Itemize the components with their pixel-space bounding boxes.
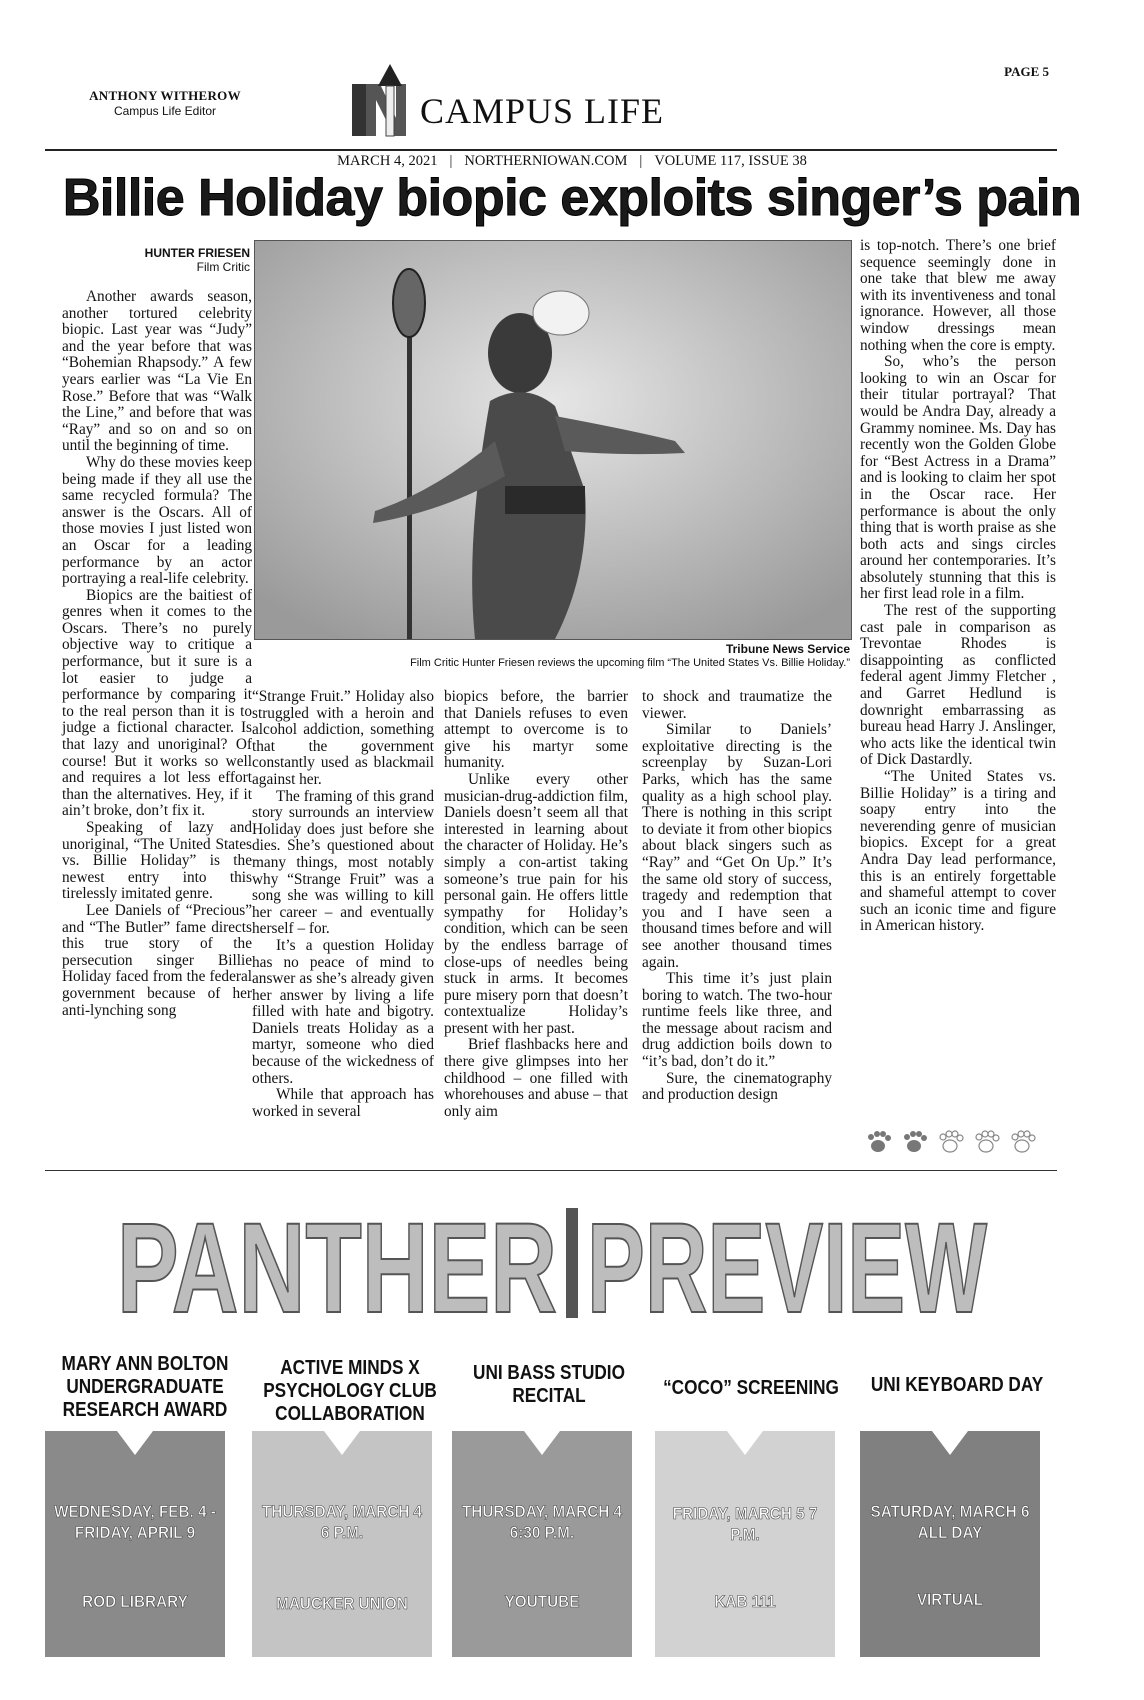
volume-issue: VOLUME 117, ISSUE 38 xyxy=(654,153,807,169)
banner-word-left: PANTHER xyxy=(117,1197,557,1340)
byline xyxy=(60,246,250,274)
event-card-shape xyxy=(452,1431,632,1657)
card-background xyxy=(45,1431,225,1657)
banner-word-right: PREVIEW xyxy=(587,1197,988,1340)
event-title: UNI KEYBOARD DAY xyxy=(870,1374,1044,1396)
event-date: THURSDAY, MARCH 4 6 P.M. xyxy=(261,1502,423,1542)
card-background xyxy=(252,1431,432,1657)
event-card xyxy=(860,1431,1040,1657)
header-rule xyxy=(45,149,1057,151)
paragraph: “Strange Fruit.” Holiday also struggled with a heroin and alcohol addiction, something that the government constantly used as blackmail against her. xyxy=(252,688,434,788)
event-card xyxy=(252,1431,432,1657)
paragraph: Brief flashbacks here and there give glimpses into her childhood – one filled with whorehouses and abuse – that only aim xyxy=(444,1036,628,1120)
paragraph: Why do these movies keep being made if they all use the same recycled formula? The answer is the Oscars. All of those movies I just listed won an Oscar for a leading performance by an actor portraying a real-life celebrity. xyxy=(62,453,252,588)
card-background xyxy=(860,1431,1040,1657)
event-location: MAUCKER UNION xyxy=(276,1594,408,1613)
section-title: CAMPUS LIFE xyxy=(420,91,665,131)
event-card-shape xyxy=(860,1431,1040,1657)
paragraph: Speaking of lazy and unoriginal, “The United States vs. Billie Holiday” is the newest entry into this tirelessly imitated genre. xyxy=(62,819,252,903)
event-card-shape xyxy=(252,1431,432,1657)
northern-iowan-logo xyxy=(350,62,410,140)
paragraph: Unlike every other musician-drug-addiction film, Daniels doesn’t seem all that interested in learning about the character of Holiday. He’s simply a con-artist taking someone’s true pain for his personal gain. He offers little sympathy for Holiday’s condition, which can be seen by the endless barrage of close-ups of needles being stuck in arms. It becomes pure misery porn that doesn’t contextualize Holiday’s present with her past. xyxy=(444,770,628,1037)
article-photo xyxy=(254,240,852,640)
event-location: VIRTUAL xyxy=(916,1590,984,1609)
editor-credit xyxy=(70,88,260,118)
paragraph: “The United States vs. Billie Holiday” is a tiring and soapy entry into the neverending genre of musician biopics. Except for a great Andra Day lead performance, this is an entirely forgettable and shameful attempt to cover such an iconic time and figure in American history. xyxy=(860,768,1056,935)
issue-date: MARCH 4, 2021 xyxy=(337,153,438,169)
paragraph: It’s a question Holiday has no peace of mind to answer as she’s already given her answer by living a life filled with hate and bigotry. Daniels treats Holiday as a martyr, someone who died because of the wickedness of others. xyxy=(252,936,434,1087)
article-column-5 xyxy=(860,238,1056,935)
paragraph: The rest of the supporting cast pale in comparison as Trevontae Rhodes is disappointing as conflicted federal agent Jimmy Fletcher , and Garret Hedlund is downright embarrassing as bureau head Harry J. Anslinger, who acts like the identical twin of Dick Dastardly. xyxy=(860,602,1056,769)
article-column-3 xyxy=(444,689,628,1120)
event-date: FRIDAY, MARCH 5 7 P.M. xyxy=(672,1504,818,1544)
paragraph: to shock and traumatize the viewer. xyxy=(642,688,832,722)
paragraph: This time it’s just plain boring to watch. The two-hour runtime feels like three, and the message about racism and drug addiction boils down to “it’s bad, don’t do it.” xyxy=(642,970,832,1071)
paragraph: Similar to Daniels’ exploitative directing is the screenplay by Suzan-Lori Parks, which has the same quality as a high school play. There is nothing in this script to deviate it from other biopics about black singers such as “Ray” and “Get On Up.” It’s the same old story of success, tragedy and redemption that you and I have seen a thousand times before and will see another thousand times again. xyxy=(642,721,832,971)
paragraph: The framing of this grand story surrounds an interview Holiday does just before she dies. She’s questioned about many things, most notably why “Strange Fruit” was a song she was willing to kill her career – and eventually herself – for. xyxy=(252,787,434,938)
paragraph: Sure, the cinematography and production design xyxy=(642,1069,832,1104)
event-location: YOUTUBE xyxy=(504,1592,580,1611)
event-date: THURSDAY, MARCH 4 6:30 P.M. xyxy=(461,1502,623,1542)
panther-preview-banner xyxy=(40,1197,1104,1340)
author-name: HUNTER FRIESEN xyxy=(144,246,250,260)
event-title: ACTIVE MINDS X PSYCHOLOGY CLUB COLLABORATION xyxy=(263,1357,437,1425)
paragraph: Another awards season, another tortured celebrity biopic. Last year was “Judy” and the year before that was “Bohemian Rhapsody.” A few years earlier was “La Vie En Rose.” Before that was “Walk the Line,” and before that was “Ray” and so on and so on until the beginning of time. xyxy=(62,288,252,455)
paragraph: While that approach has worked in several xyxy=(252,1086,434,1120)
photo-caption: Film Critic Hunter Friesen reviews the upcoming film “The United States Vs. Billie Holiday.” xyxy=(410,657,850,669)
event-card-shape xyxy=(45,1431,225,1657)
editor-name: ANTHONY WITHEROW xyxy=(89,88,241,103)
event-title: “COCO” SCREENING xyxy=(663,1377,839,1399)
website: NORTHERNIOWAN.COM xyxy=(464,153,628,169)
paw-prints-icon xyxy=(862,1128,1052,1156)
event-date: WEDNESDAY, FEB. 4 - FRIDAY, APRIL 9 xyxy=(54,1502,216,1542)
paragraph: Lee Daniels of “Precious” and “The Butler” fame directs this true story of the persecution singer Billie Holiday faced from the federal government because of her anti-lynching song xyxy=(62,901,252,1019)
event-date: SATURDAY, MARCH 6 ALL DAY xyxy=(870,1502,1030,1542)
article-headline: Billie Holiday biopic exploits singer’s pain xyxy=(62,169,1082,227)
event-card xyxy=(45,1431,225,1657)
event-title: MARY ANN BOLTON UNDERGRADUATE RESEARCH AWARD xyxy=(61,1353,229,1421)
banner-divider xyxy=(566,1208,578,1318)
editor-title: Campus Life Editor xyxy=(113,104,217,118)
event-location: ROD LIBRARY xyxy=(82,1592,188,1611)
author-title: Film Critic xyxy=(196,260,250,274)
paragraph: So, who’s the person looking to win an Oscar for their titular portrayal? That would be Andra Day, already a Grammy nominee. Ms. Day has recently won the Golden Globe for “Best Actress in a Drama” and is looking to claim her spot in the Oscar race. Her performance is about the only thing that is worth praise as she both acts and sings circles around her contemporaries. It’s absolutely stunning that this is her first lead role in a film. xyxy=(860,353,1056,603)
photo-credit: Tribune News Service xyxy=(725,642,850,656)
paragraph: biopics before, the barrier that Daniels refuses to even attempt to overcome is to give his martyr some humanity. xyxy=(444,688,628,772)
event-card xyxy=(452,1431,632,1657)
section-divider xyxy=(45,1170,1057,1171)
card-background xyxy=(452,1431,632,1657)
paragraph: is top-notch. There’s one brief sequence seemingly done in one take that blew me away with its inventiveness and tonal ignorance. However, all those window dressings mean nothing when the core is empty. xyxy=(860,237,1056,354)
event-title: UNI BASS STUDIO RECITAL xyxy=(473,1362,625,1407)
singer-photo-illustration xyxy=(255,241,851,639)
event-location: KAB 111 xyxy=(714,1592,776,1611)
paragraph: Biopics are the baitiest of genres when it comes to the Oscars. There’s no purely objective way to critique a performance, but it sure is a lot easier to judge a performance by comparing it to the real person than it is to judge a fictional character. Is that lazy and unoriginal? Of course! But it works so well and requires a lot less effort than the alternatives. Hey, if it ain’t broke, don’t fix it. xyxy=(62,586,252,820)
article-column-4 xyxy=(642,689,832,1104)
page-number: PAGE 5 xyxy=(1004,64,1049,79)
article-column-2 xyxy=(252,689,434,1120)
dateline: MARCH 4, 2021 | NORTHERNIOWAN.COM | VOLUME 117, ISSUE 38 xyxy=(337,153,807,169)
event-card xyxy=(655,1431,835,1657)
article-column-1 xyxy=(62,289,252,1019)
